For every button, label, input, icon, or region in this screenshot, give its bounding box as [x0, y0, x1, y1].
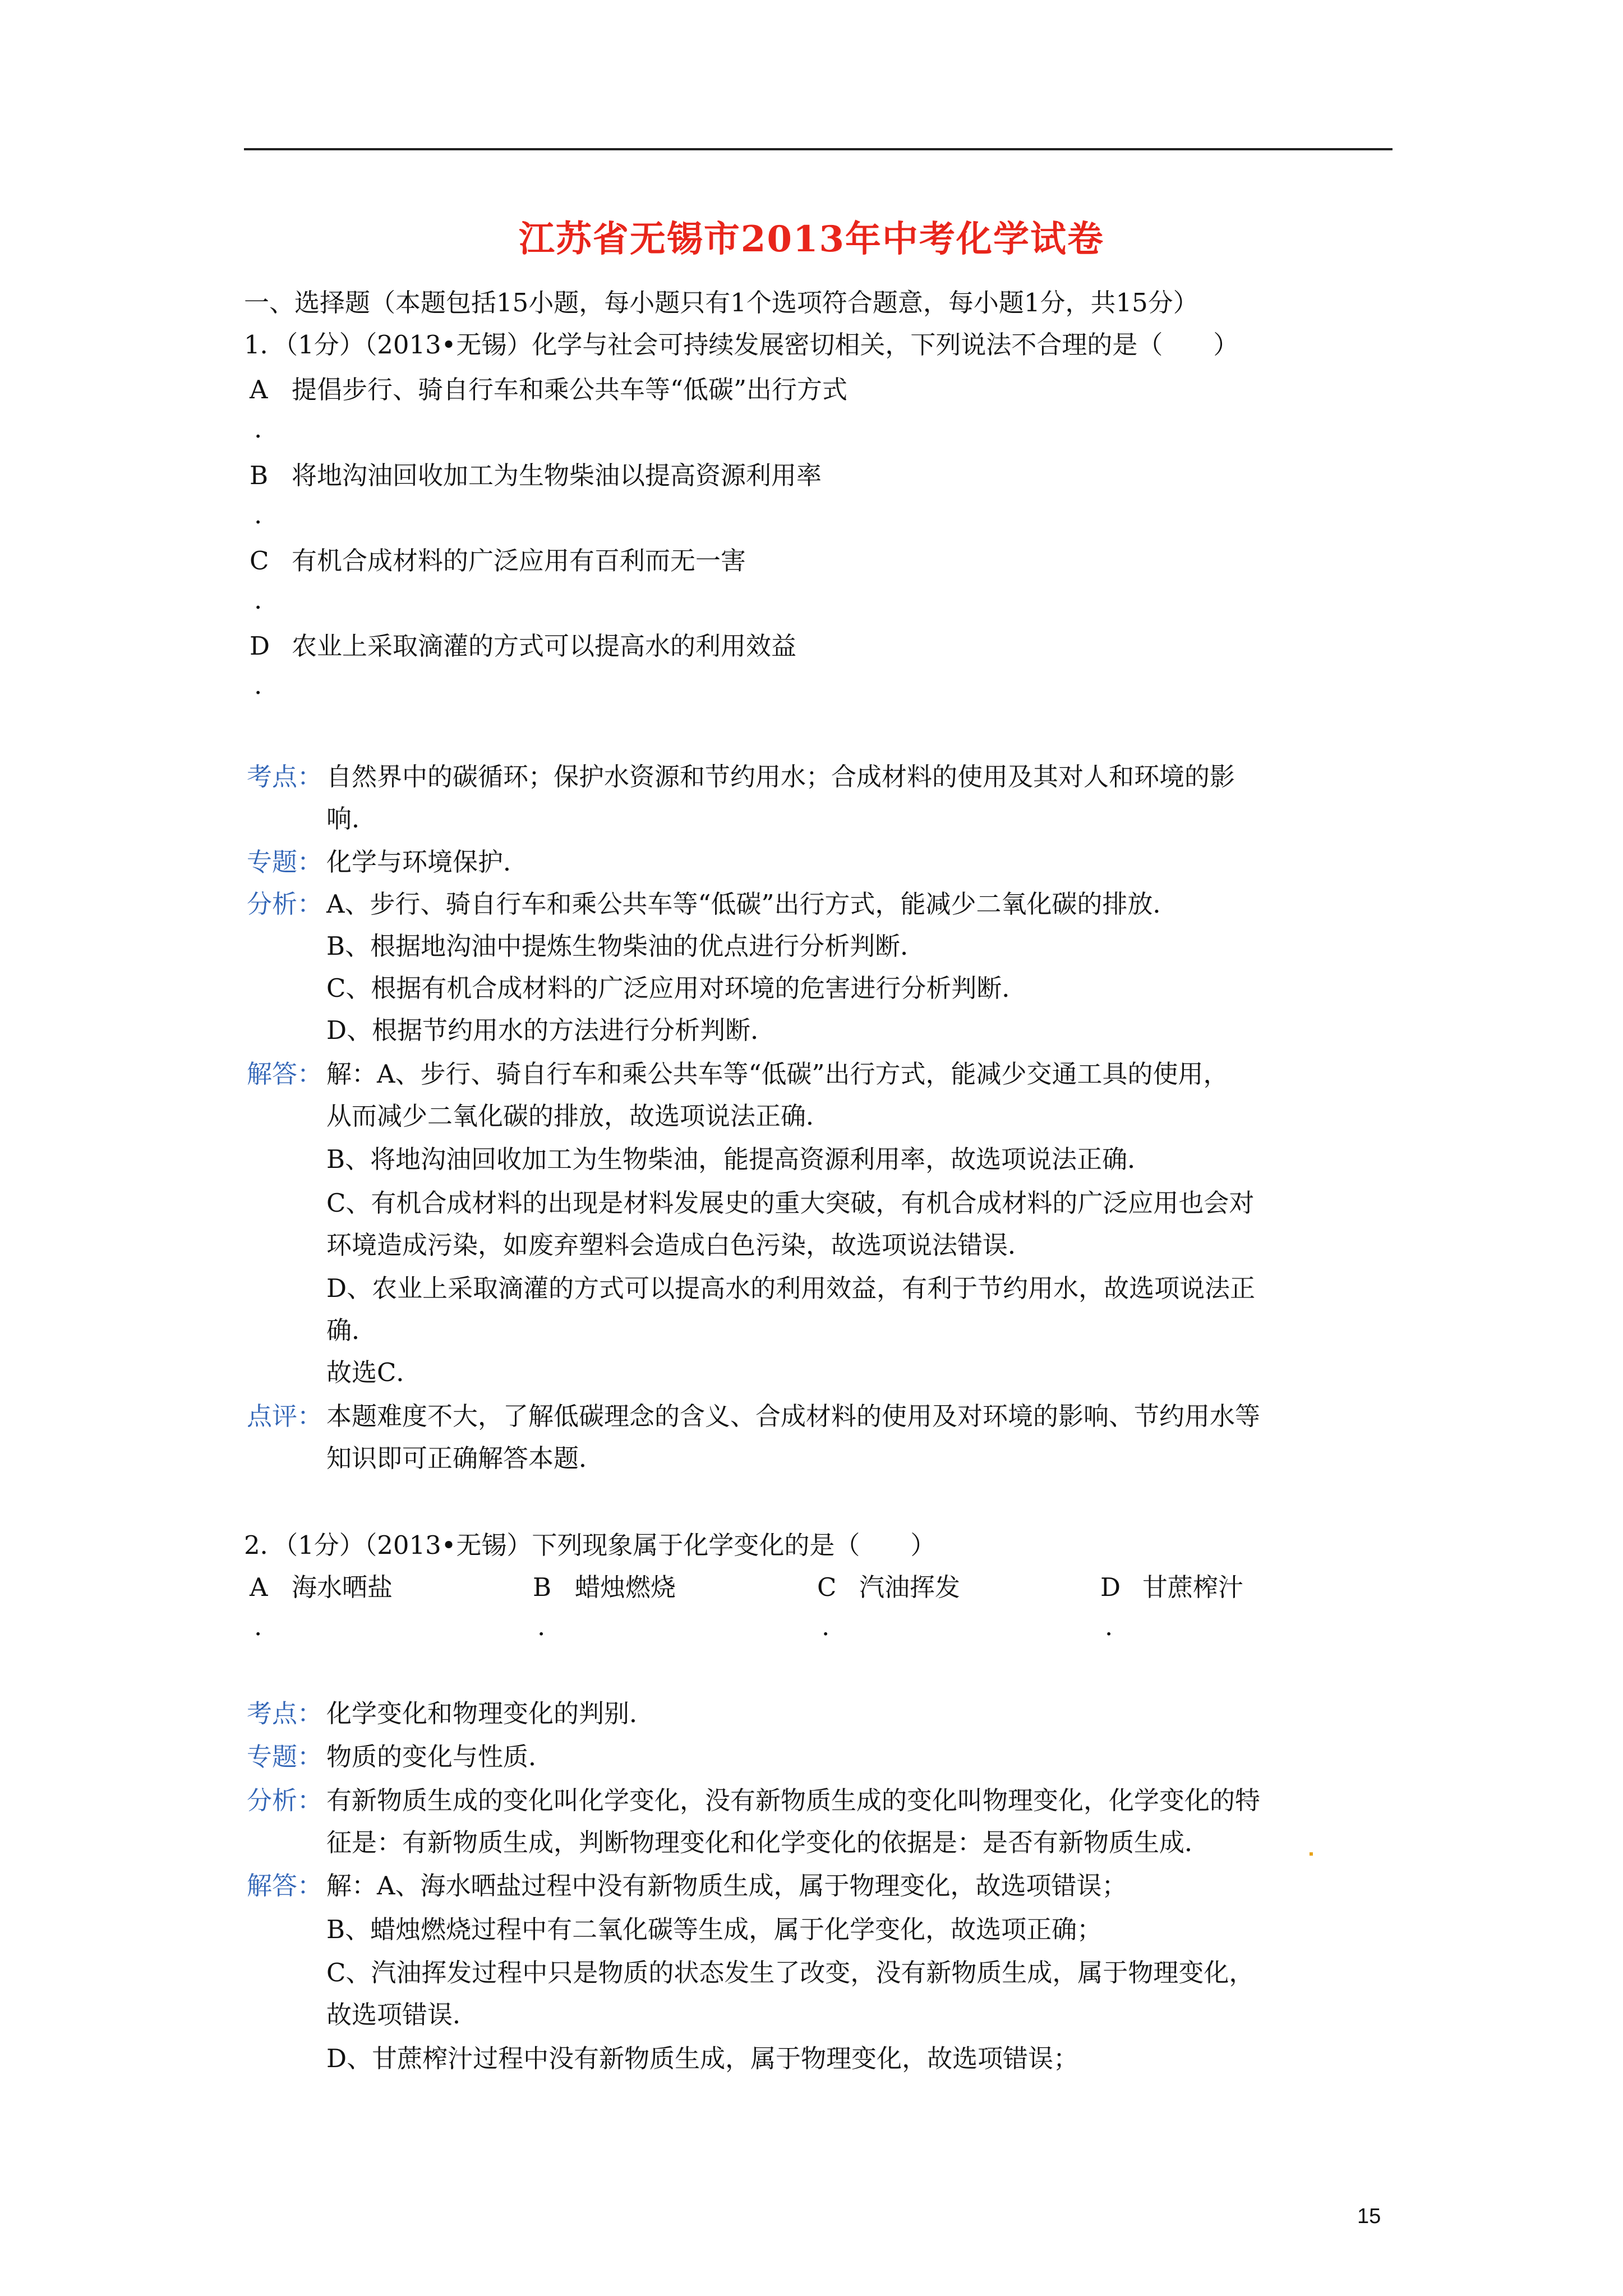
option-text: 农业上采取滴灌的方式可以提高水的利用效益 — [292, 631, 797, 661]
q2-jieda-line: 解：A、海水晒盐过程中没有新物质生成，属于物理变化，故选项错误； — [326, 1871, 1127, 1901]
q1-jieda-line: D、农业上采取滴灌的方式可以提高水的利用效益，有利于节约用水，故选项说法正 — [326, 1273, 1256, 1303]
option-text: 蜡烛燃烧 — [575, 1572, 676, 1602]
q2-option-b — [533, 1571, 676, 1604]
q2-option-c — [817, 1571, 960, 1604]
option-text: 将地沟油回收加工为生物柴油以提高资源利用率 — [292, 461, 822, 490]
option-letter: A — [250, 1572, 268, 1602]
option-text: 海水晒盐 — [292, 1572, 393, 1602]
ink-speck — [1310, 1852, 1313, 1856]
option-letter: D — [250, 631, 270, 661]
option-letter: C — [817, 1572, 837, 1602]
q2-zhuanti-label: 专题： — [247, 1742, 323, 1772]
q1-fenxi-line: D、根据节约用水的方法进行分析判断． — [326, 1015, 776, 1045]
option-dot: . — [254, 585, 262, 615]
option-dot: . — [254, 414, 262, 444]
q1-jieda-line: 从而减少二氧化碳的排放，故选项说法正确． — [326, 1101, 832, 1131]
q2-option-d — [1100, 1571, 1243, 1604]
option-dot: . — [537, 1612, 546, 1641]
option-dot: . — [254, 500, 262, 530]
q2-stem: 2．（1分）（2013•无锡）下列现象属于化学变化的是（ ） — [244, 1530, 936, 1560]
page-title: 江苏省无锡市2013年中考化学试卷 — [518, 218, 1105, 260]
q1-stem: 1．（1分）（2013•无锡）化学与社会可持续发展密切相关，下列说法不合理的是（ ） — [244, 330, 1239, 360]
q1-dianping-line1: 本题难度不大，了解低碳理念的含义、合成材料的使用及对环境的影响、节约用水等 — [326, 1401, 1261, 1431]
q1-zhuanti-label: 专题： — [247, 847, 323, 877]
q1-option-c — [250, 544, 746, 578]
q2-jieda-line: B、蜡烛燃烧过程中有二氧化碳等生成，属于化学变化，故选项正确； — [326, 1915, 1103, 1944]
q1-fenxi-line: C、根据有机合成材料的广泛应用对环境的危害进行分析判断． — [326, 973, 1027, 1003]
option-text: 汽油挥发 — [859, 1572, 961, 1602]
q1-jieda-line: 故选C． — [326, 1358, 422, 1387]
option-dot: . — [822, 1612, 830, 1641]
option-letter: D — [1100, 1572, 1121, 1602]
q1-jieda-line: C、有机合成材料的出现是材料发展史的重大突破，有机合成材料的广泛应用也会对 — [326, 1188, 1255, 1218]
q1-kaodian-label: 考点： — [247, 762, 323, 792]
q2-jieda-line: 故选项错误． — [326, 2000, 478, 2030]
option-text: 有机合成材料的广泛应用有百利而无一害 — [292, 546, 746, 576]
option-letter: A — [250, 375, 268, 404]
q1-dianping-line2: 知识即可正确解答本题． — [326, 1443, 605, 1473]
q2-kaodian-label: 考点： — [247, 1699, 323, 1728]
option-dot: . — [254, 670, 262, 700]
q1-dianping-label: 点评： — [247, 1401, 323, 1431]
option-dot: . — [254, 1612, 262, 1641]
q1-jieda-line: 环境造成污染，如废弃塑料会造成白色污染，故选项说法错误． — [326, 1230, 1034, 1260]
q1-option-b — [250, 459, 822, 493]
q2-jieda-label: 解答： — [247, 1871, 323, 1901]
q2-fenxi-label: 分析： — [247, 1786, 323, 1815]
q2-kaodian: 化学变化和物理变化的判别． — [326, 1699, 655, 1728]
option-letter: B — [250, 461, 269, 490]
q1-option-d — [250, 629, 796, 663]
q1-jieda-label: 解答： — [247, 1059, 323, 1089]
option-letter: C — [250, 546, 269, 576]
header-rule — [244, 148, 1393, 150]
option-dot: . — [1105, 1612, 1113, 1641]
q1-kaodian-line2: 响． — [326, 804, 377, 834]
q2-option-a — [250, 1571, 393, 1604]
q1-kaodian-line1: 自然界中的碳循环；保护水资源和节约用水；合成材料的使用及其对人和环境的影 — [326, 762, 1235, 792]
option-text: 提倡步行、骑自行车和乘公共车等“低碳”出行方式 — [292, 375, 848, 404]
q2-zhuanti: 物质的变化与性质． — [326, 1742, 554, 1772]
q1-fenxi-line: A、步行、骑自行车和乘公共车等“低碳”出行方式，能减少二氧化碳的排放． — [326, 889, 1178, 919]
q1-jieda-line: B、将地沟油回收加工为生物柴油，能提高资源利用率，故选项说法正确． — [326, 1144, 1153, 1174]
q2-fenxi-line1: 有新物质生成的变化叫化学变化，没有新物质生成的变化叫物理变化，化学变化的特 — [326, 1786, 1261, 1815]
q1-zhuanti: 化学与环境保护． — [326, 847, 529, 877]
page-number: 15 — [1357, 2205, 1381, 2228]
q1-jieda-line: 解：A、步行、骑自行车和乘公共车等“低碳”出行方式，能减少交通工具的使用， — [326, 1059, 1229, 1089]
q1-jieda-line: 确． — [326, 1315, 377, 1345]
q1-option-a — [250, 373, 847, 407]
q1-fenxi-line: B、根据地沟油中提炼生物柴油的优点进行分析判断． — [326, 931, 926, 961]
option-letter: B — [533, 1572, 552, 1602]
q2-fenxi-line2: 征是：有新物质生成，判断物理变化和化学变化的依据是：是否有新物质生成． — [326, 1828, 1210, 1857]
q2-jieda-line: D、甘蔗榨汁过程中没有新物质生成，属于物理变化，故选项错误； — [326, 2044, 1079, 2073]
section-header: 一、选择题（本题包括15小题，每小题只有1个选项符合题意，每小题1分，共15分） — [244, 288, 1198, 318]
q2-jieda-line: C、汽油挥发过程中只是物质的状态发生了改变，没有新物质生成，属于物理变化， — [326, 1958, 1255, 1987]
q1-fenxi-label: 分析： — [247, 889, 323, 919]
option-text: 甘蔗榨汁 — [1142, 1572, 1244, 1602]
